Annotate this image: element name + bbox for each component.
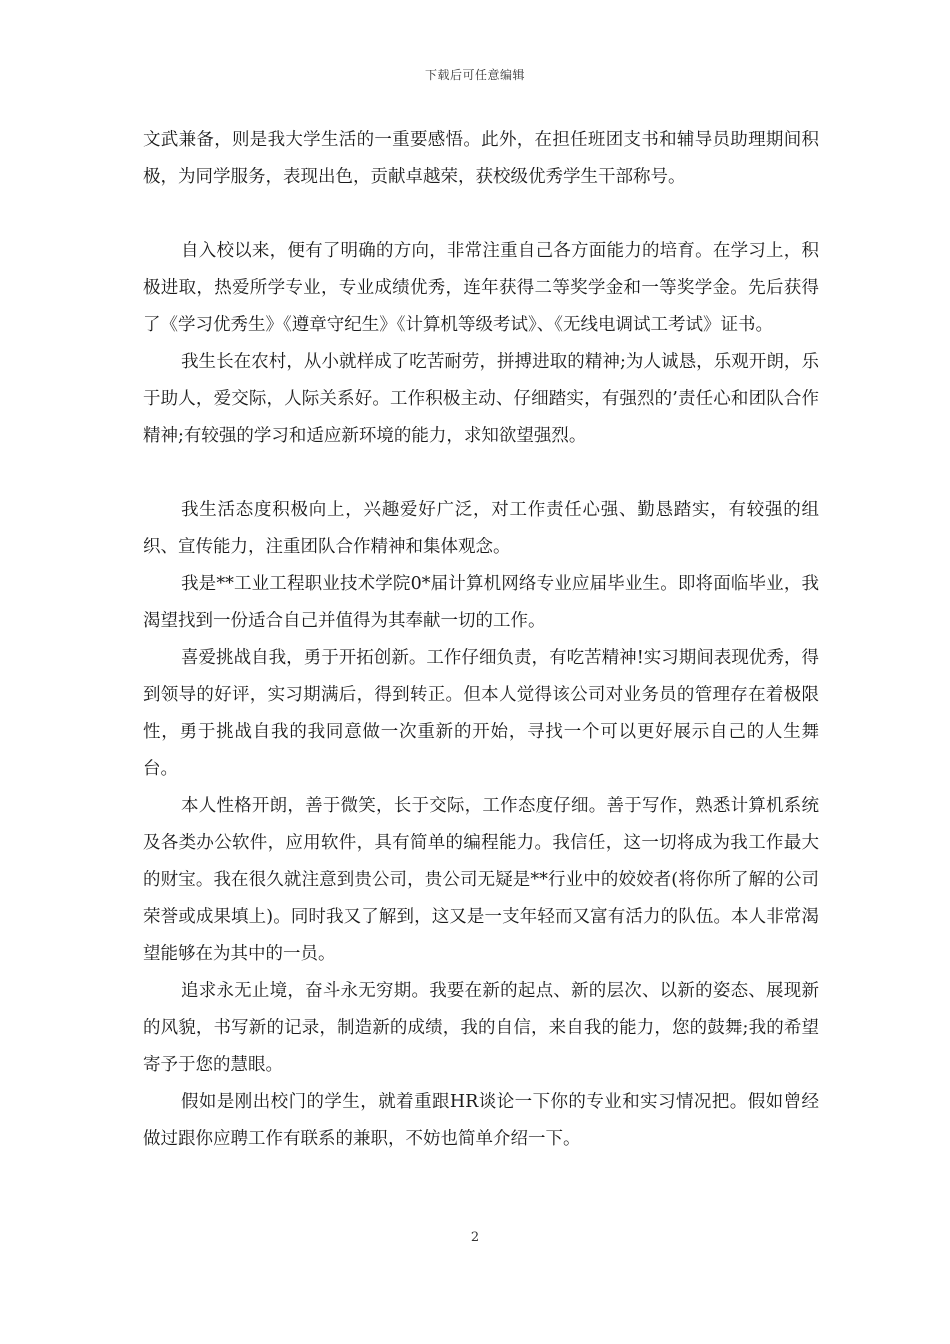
paragraph-gap (143, 196, 819, 233)
paragraph-8: 追求永无止境，奋斗永无穷期。我要在新的起点、新的层次、以新的姿态、展现新的风貌，书写新的记录，制造新的成绩，我的自信，来自我的能力，您的鼓舞;我的希望寄予于您的慧眼。 (143, 981, 819, 1075)
paragraph-1: 文武兼备，则是我大学生活的一重要感悟。此外，在担任班团支书和辅导员助理期间积极，为同学服务，表现出色，贡献卓越荣，获校级优秀学生干部称号。 (143, 130, 819, 187)
paragraph-2: 自入校以来，便有了明确的方向，非常注重自己各方面能力的培育。在学习上，积极进取，热爱所学专业，专业成绩优秀，连年获得二等奖学金和一等奖学金。先后获得了《学习优秀生》《遵章守纪生》《计算机等级考试》、《无线电调试工考试》证书。 (143, 241, 819, 335)
paragraph-3: 我生长在农村，从小就样成了吃苦耐劳，拼搏进取的精神;为人诚恳，乐观开朗，乐于助人，爱交际，人际关系好。工作积极主动、仔细踏实，有强烈的’责任心和团队合作精神;有较强的学习和适应新环境的能力，求知欲望强烈。 (143, 352, 819, 446)
paragraph-gap (143, 455, 819, 492)
paragraph-7: 本人性格开朗，善于微笑，长于交际，工作态度仔细。善于写作，熟悉计算机系统及各类办公软件，应用软件，具有简单的编程能力。我信任，这一切将成为我工作最大的财宝。我在很久就注意到贵公司，贵公司无疑是**行业中的姣姣者(将你所了解的公司荣誉或成果填上)。同时我又了解到，这又是一支年轻而又富有活力的队伍。本人非常渴望能够在为其中的一员。 (143, 796, 819, 964)
paragraph-4: 我生活态度积极向上，兴趣爱好广泛，对工作责任心强、勤恳踏实，有较强的组织、宣传能力，注重团队合作精神和集体观念。 (143, 500, 819, 557)
paragraph-6: 喜爱挑战自我，勇于开拓创新。工作仔细负责，有吃苦精神!实习期间表现优秀，得到领导的好评，实习期满后，得到转正。但本人觉得该公司对业务员的管理存在着极限性，勇于挑战自我的我同意做一次重新的开始，寻找一个可以更好展示自己的人生舞台。 (143, 648, 819, 779)
document-body (143, 122, 819, 1158)
paragraph-5: 我是**工业工程职业技术学院0*届计算机网络专业应届毕业生。即将面临毕业，我渴望找到一份适合自己并值得为其奉献一切的工作。 (143, 574, 819, 631)
page-number: 2 (470, 1230, 480, 1245)
page-header: 下载后可任意编辑 (424, 68, 525, 82)
paragraph-9: 假如是刚出校门的学生，就着重跟HR谈论一下你的专业和实习情况把。假如曾经做过跟你应聘工作有联系的兼职，不妨也简单介绍一下。 (143, 1092, 819, 1149)
